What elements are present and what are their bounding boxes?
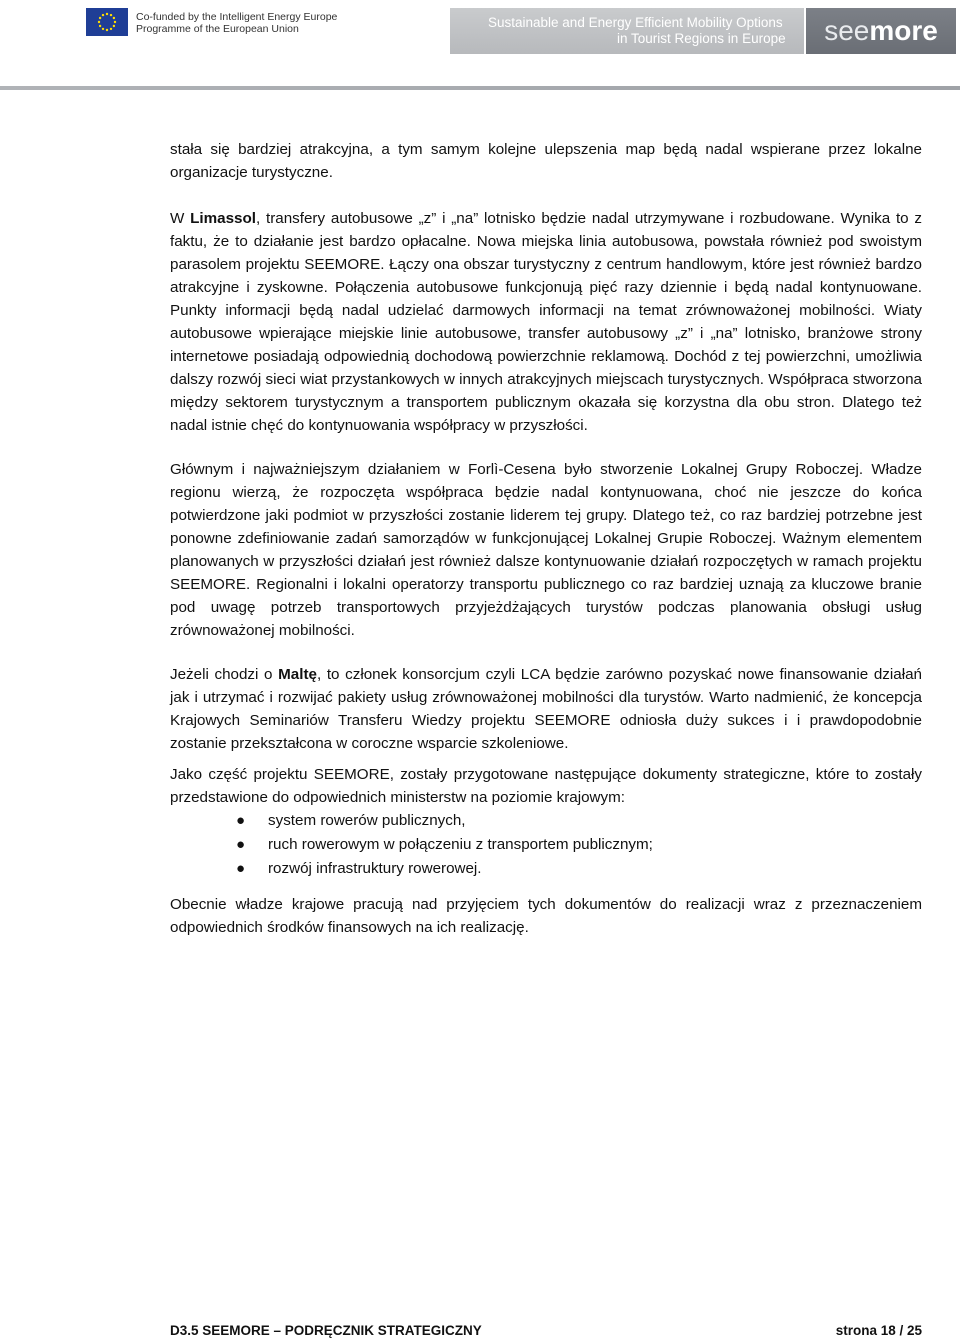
eu-funding-line-2: Programme of the European Union [136, 23, 299, 35]
list-item [170, 809, 922, 833]
list-item-text: ruch rowerowym w połączeniu z transportem publicznym; [268, 836, 653, 853]
bullet-icon: ● [236, 836, 246, 853]
footer-page-number: strona 18 / 25 [835, 1323, 922, 1338]
limassol-bold: Limassol [190, 210, 256, 227]
page-header [0, 0, 960, 92]
paragraph-limassol-pre: W [170, 210, 191, 227]
paragraph-malta-text: , to członek konsorcjum czyli LCA będzie zarówno pozyskać nowe finansowanie działań jak i utrzymać i rozwijać pakiety usług zrównoważonej mobilności dla turystów. Warto nadmienić, że koncepcja Krajowych Seminariów Transferu Wiedzy projektu SEEMORE odniosła duży sukces i i prawdopodobnie zostanie przekształcona w coroczne wsparcie szkoleniowe. [170, 666, 922, 752]
list-item-text: rozwój infrastruktury rowerowej. [268, 860, 482, 877]
strategic-documents-list [170, 809, 922, 881]
eu-flag-icon [86, 8, 128, 36]
paragraph-limassol [170, 207, 922, 437]
paragraph-limassol-text: , transfery autobusowe „z” i „na” lotnisko będzie nadal utrzymywane i rozbudowane. Wynika to z faktu, że to działanie jest bardzo opłacalne. Nowa miejska linia autobusowa, powstała również pod swoistym parasolem projektu SEEMORE. Łączy ona obszar turystyczny z centrum handlowym, które jest również bardzo atrakcyjne i zyskowne. Połączenia autobusowe funkcjonują pięć razy dziennie i będą nadal kontynuowane. Punkty informacji będą nadal udzielać darmowych informacji na temat zrównoważonej mobilności. Wiaty autobusowe wpierające miejskie linie autobusowe, transfer autobusowy „z” i „na” lotnisko, branżowe strony internetowe posiadają odpowiednią dochodową powierzchnie reklamową. Dochód z tej powierzchni, umożliwia dalszy rozwój sieci wiat przystankowych w innych atrakcyjnych miejscach turystycznych. Współpraca stworzona między sektorem turystycznym a transportem publicznym okazała się korzystna dla obu stron. Dlatego też nadal istnie chęć do kontynuowania współpracy w przyszłości. [170, 210, 922, 434]
document-body [170, 138, 922, 939]
seemore-logo [806, 8, 956, 54]
footer-document-title: D3.5 SEEMORE – PODRĘCZNIK STRATEGICZNY [170, 1323, 482, 1338]
bullet-icon: ● [236, 860, 246, 877]
logo-text-more: more [869, 15, 938, 46]
paragraph-forli-cesena: Głównym i najważniejszym działaniem w Forlì-Cesena było stworzenie Lokalnej Grupy Roboczej. Władze regionu wierzą, że rozpoczęta współpraca będzie nadal kontynuowana, choć nie jeszcze do końca potwierdzone jaki podmiot w przyszłości zostanie liderem tej grupy. Dlatego też, co raz bardziej potrzebne jest ponowne zdefiniowanie zadań samorządów w funkcjonującej Lokalnej Grupie Roboczej. Ważnym elementem planowanych w przyszłości działań jest również dalsze kontynuowanie działań rozpoczętych w ramach projektu SEEMORE. Regionalni i lokalni operatorzy transportu publicznego co raz bardziej uznają za kluczowe branie pod uwagę potrzeb transportowych przyjeżdżających turystów podczas planowania obsługi usług zrównoważonej mobilności. [170, 461, 922, 639]
project-banner [450, 8, 804, 54]
paragraph-malta [170, 663, 922, 755]
list-item [170, 833, 922, 857]
paragraph-malta-pre: Jeżeli chodzi o [170, 666, 279, 683]
list-item-text: system rowerów publicznych, [268, 812, 466, 829]
logo-text-see: see [824, 15, 870, 46]
bullet-icon: ● [236, 812, 246, 829]
paragraph-closing: Obecnie władze krajowe pracują nad przyjęciem tych dokumentów do realizacji wraz z przeznaczeniem odpowiednich środków finansowych na ich realizację. [170, 896, 922, 936]
paragraph-1: stała się bardziej atrakcyjna, a tym samym kolejne ulepszenia map będą nadal wspierane przez lokalne organizacje turystyczne. [170, 141, 922, 181]
banner-line-1: Sustainable and Energy Efficient Mobility Options [488, 15, 783, 30]
eu-funding-line-1: Co-funded by the Intelligent Energy Europe [136, 11, 338, 23]
list-item [170, 857, 922, 881]
paragraph-strategic-documents: Jako część projektu SEEMORE, zostały przygotowane następujące dokumenty strategiczne, które to zostały przedstawione do odpowiednich ministerstw na poziomie krajowym: [170, 766, 922, 806]
banner-line-2: in Tourist Regions in Europe [617, 31, 786, 46]
malta-bold: Maltę [278, 666, 317, 683]
header-divider [0, 86, 960, 90]
page-footer [170, 1323, 922, 1341]
eu-funding-text [136, 11, 337, 35]
